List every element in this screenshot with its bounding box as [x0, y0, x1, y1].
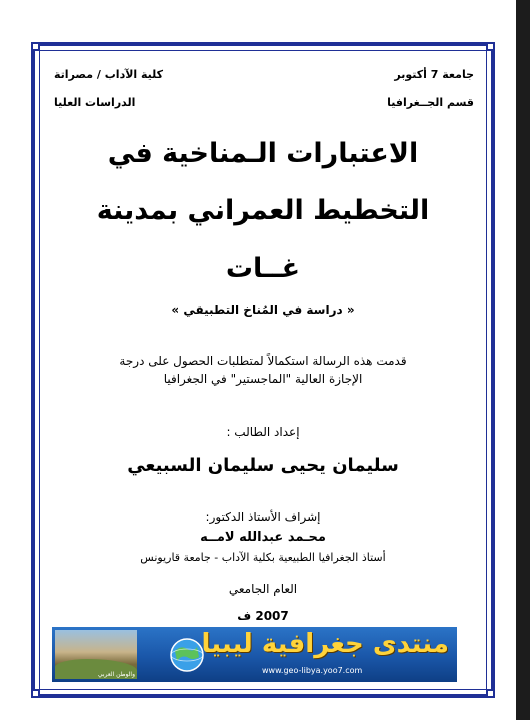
- window-edge: [516, 0, 530, 720]
- thesis-title-line-2: التخطيط العمراني بمدينة: [96, 195, 430, 226]
- faculty-name: كلية الآداب / مصراتة: [54, 68, 164, 81]
- landscape-photo: [55, 630, 137, 679]
- description-line-2: الإجازة العالية "الماجستير" في الجغرافيا: [163, 372, 363, 386]
- year: 2007 ف: [237, 609, 289, 623]
- graduate-studies: الدراسات العليا: [54, 96, 136, 109]
- banner-tagline: والوطن العربي: [97, 671, 135, 678]
- supervision-label: إشراف الأستاذ الدكتور:: [205, 510, 321, 524]
- academic-year-label: العام الجامعي: [228, 582, 298, 596]
- professor-name: محـمد عبدالله لامــه: [200, 530, 326, 545]
- description-line-1: قدمت هذه الرسالة استكمالاً لمتطلبات الحصول على درجة: [119, 354, 407, 368]
- forum-url[interactable]: www.geo-libya.yoo7.com: [262, 666, 363, 675]
- university-name: جامعة 7 أكتوبر: [394, 68, 474, 81]
- preparation-label: إعداد الطالب :: [226, 425, 300, 439]
- border-corner: [486, 689, 495, 698]
- forum-banner[interactable]: [52, 627, 457, 682]
- thesis-title-line-3: غــات: [225, 253, 301, 284]
- border-corner: [486, 42, 495, 51]
- department-name: قسم الجــغرافيا: [387, 96, 474, 109]
- border-corner: [31, 42, 40, 51]
- professor-title: أستاذ الجغرافيا الطبيعية بكلية الآداب - جامعة قاريونس: [140, 551, 386, 564]
- thesis-title-line-1: الاعتبارات الـمناخية في: [107, 138, 419, 169]
- student-name: سليمان يحيى سليمان السبيعي: [127, 455, 399, 476]
- thesis-subtitle: « دراسة في المُناخ التطبيقي »: [171, 303, 355, 317]
- border-corner: [31, 689, 40, 698]
- forum-name: منتدى جغرافية ليبيا: [201, 629, 449, 659]
